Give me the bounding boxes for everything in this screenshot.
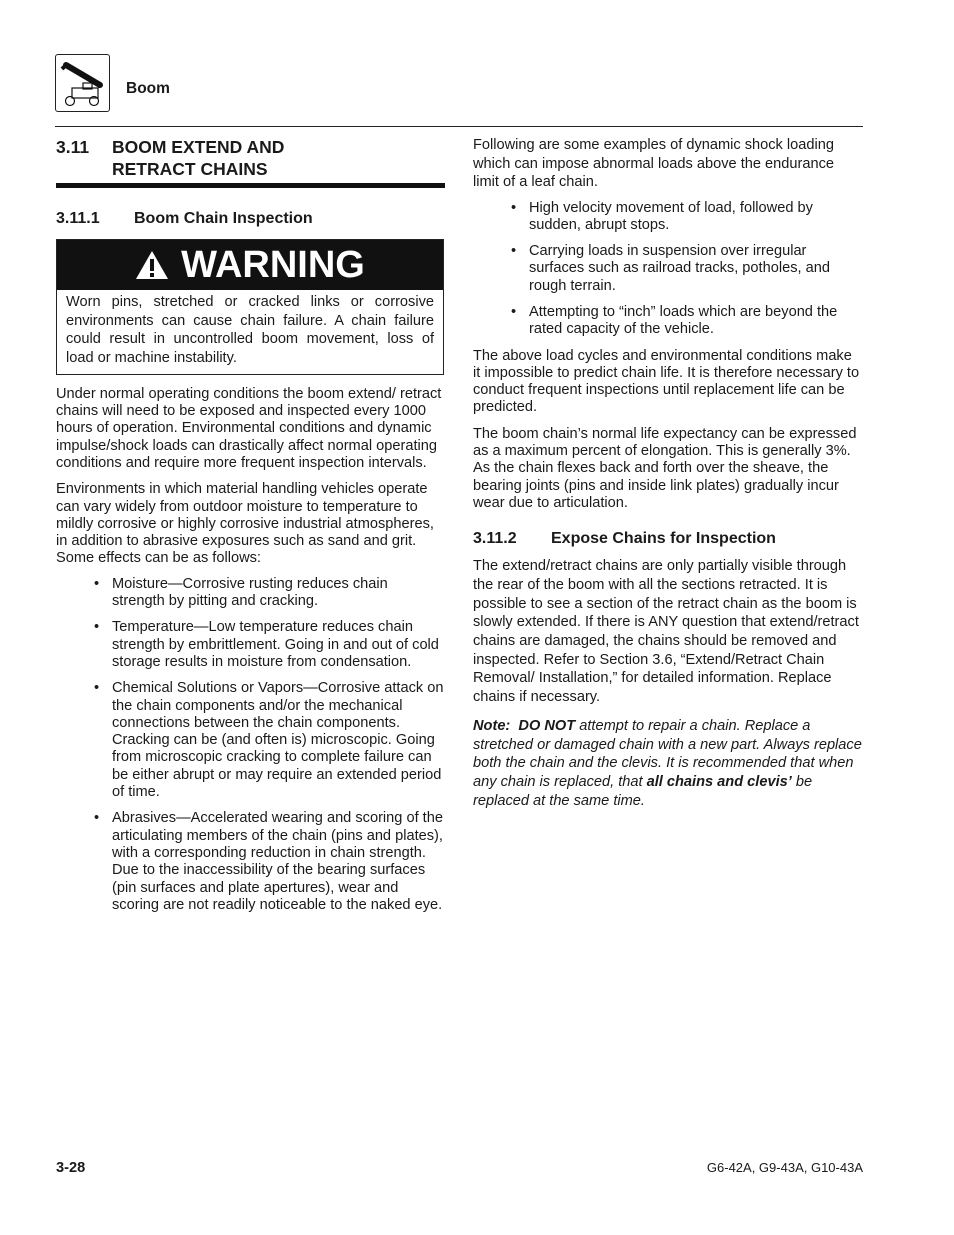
shock-loading-list (473, 200, 863, 339)
heading-rule (56, 183, 445, 188)
warning-box (56, 239, 444, 375)
note: Note: DO NOT attempt to repair a chain. Replace a stretched or damaged chain with a new part. Always replace both the chain and the clevis. It is recommended that when any chain is replaced, that all chains and clevis’ be replaced at the same time. (473, 717, 862, 809)
note-label: Note: (473, 717, 511, 734)
left-column (56, 136, 444, 923)
header-rule (55, 126, 863, 127)
subsection-heading-inspection: 3.11.1 Boom Chain Inspection (56, 210, 313, 227)
list-item: • Moisture—Corrosive rusting reduces chain strength by pitting and cracking. (112, 576, 444, 611)
section-label: Boom (126, 80, 170, 97)
paragraph: Under normal operating conditions the boom extend/ retract chains will need to be exposed and inspected every 1000 hours of operation. Environmental conditions and dynamic impulse/shock loads can drastically affect normal operating conditions and require more frequent inspection intervals. (56, 385, 442, 471)
warning-title: WARNING (181, 244, 365, 286)
list-item: • Chemical Solutions or Vapors—Corrosive attack on the chain components and/or the mechanical connections between the chain components. Cracking can be (and often is) microscopic. Going from microscopic cracking to complete failure can be either abrupt or may require an extended period of time. (112, 680, 444, 801)
model-numbers: G6-42A, G9-43A, G10-43A (706, 1160, 863, 1175)
warning-triangle-icon (135, 250, 169, 280)
section-heading-title: BOOM EXTEND AND RETRACT CHAINS (112, 137, 285, 179)
page-number: 3-28 (56, 1160, 86, 1176)
section-heading (56, 136, 444, 180)
list-item: • Attempting to “inch” loads which are beyond the rated capacity of the vehicle. (529, 304, 863, 339)
note-do-not: DO NOT (518, 717, 576, 734)
warning-header (57, 240, 443, 290)
effects-list (56, 576, 444, 914)
paragraph: The above load cycles and environmental conditions make it impossible to predict chain life. It is therefore necessary to conduct frequent inspections until replacement life can be predicted. (473, 347, 860, 416)
list-item: • High velocity movement of load, followed by sudden, abrupt stops. (529, 200, 863, 235)
boom-telehandler-icon (55, 54, 110, 112)
section-heading-number: 3.11 (56, 137, 90, 157)
right-column (473, 136, 863, 810)
paragraph: Following are some examples of dynamic shock loading which can impose abnormal loads above the endurance limit of a leaf chain. (473, 137, 835, 190)
list-item: • Temperature—Low temperature reduces chain strength by embrittlement. Going in and out of cold storage results in moisture from condensation. (112, 619, 444, 671)
paragraph: The extend/retract chains are only partially visible through the rear of the boom with all the sections retracted. It is possible to see a section of the retract chain as the boom is slowly extended. If there is ANY question that extend/retract chains are damaged, the chains should be removed and inspected. Refer to Section 3.6, “Extend/Retract Chain Removal/ Installation,” for detailed information. Replace chains if necessary. (473, 558, 859, 706)
warning-text: Worn pins, stretched or cracked links or corrosive environments can cause chain failure. A chain failure could result in uncontrolled boom movement, loss of load or machine instability. (66, 294, 434, 367)
list-item: • Abrasives—Accelerated wearing and scoring of the articulating members of the chain (pins and plates), with a corresponding reduction in chain strength. Due to the inaccessibility of the bearing surfaces (pin surfaces and plate apertures), wear and scoring are not readily noticeable to the naked eye. (112, 810, 444, 914)
list-item: • Carrying loads in suspension over irregular surfaces such as railroad tracks, potholes, and rough terrain. (529, 243, 863, 295)
paragraph: Environments in which material handling vehicles operate can vary widely from outdoor moisture to temperature to mildly corrosive or highly corrosive industrial atmospheres, in addition to abrasive exposures such as sand and grit. Some effects can be as follows: (56, 481, 434, 567)
subsection-heading-expose: 3.11.2 Expose Chains for Inspection (473, 530, 776, 548)
paragraph: The boom chain’s normal life expectancy can be expressed as a maximum percent of elongation. This is generally 3%. As the chain flexes back and forth over the sheave, the bearing joints (pins and inside link plates) gradually incur wear due to articulation. (473, 425, 857, 511)
